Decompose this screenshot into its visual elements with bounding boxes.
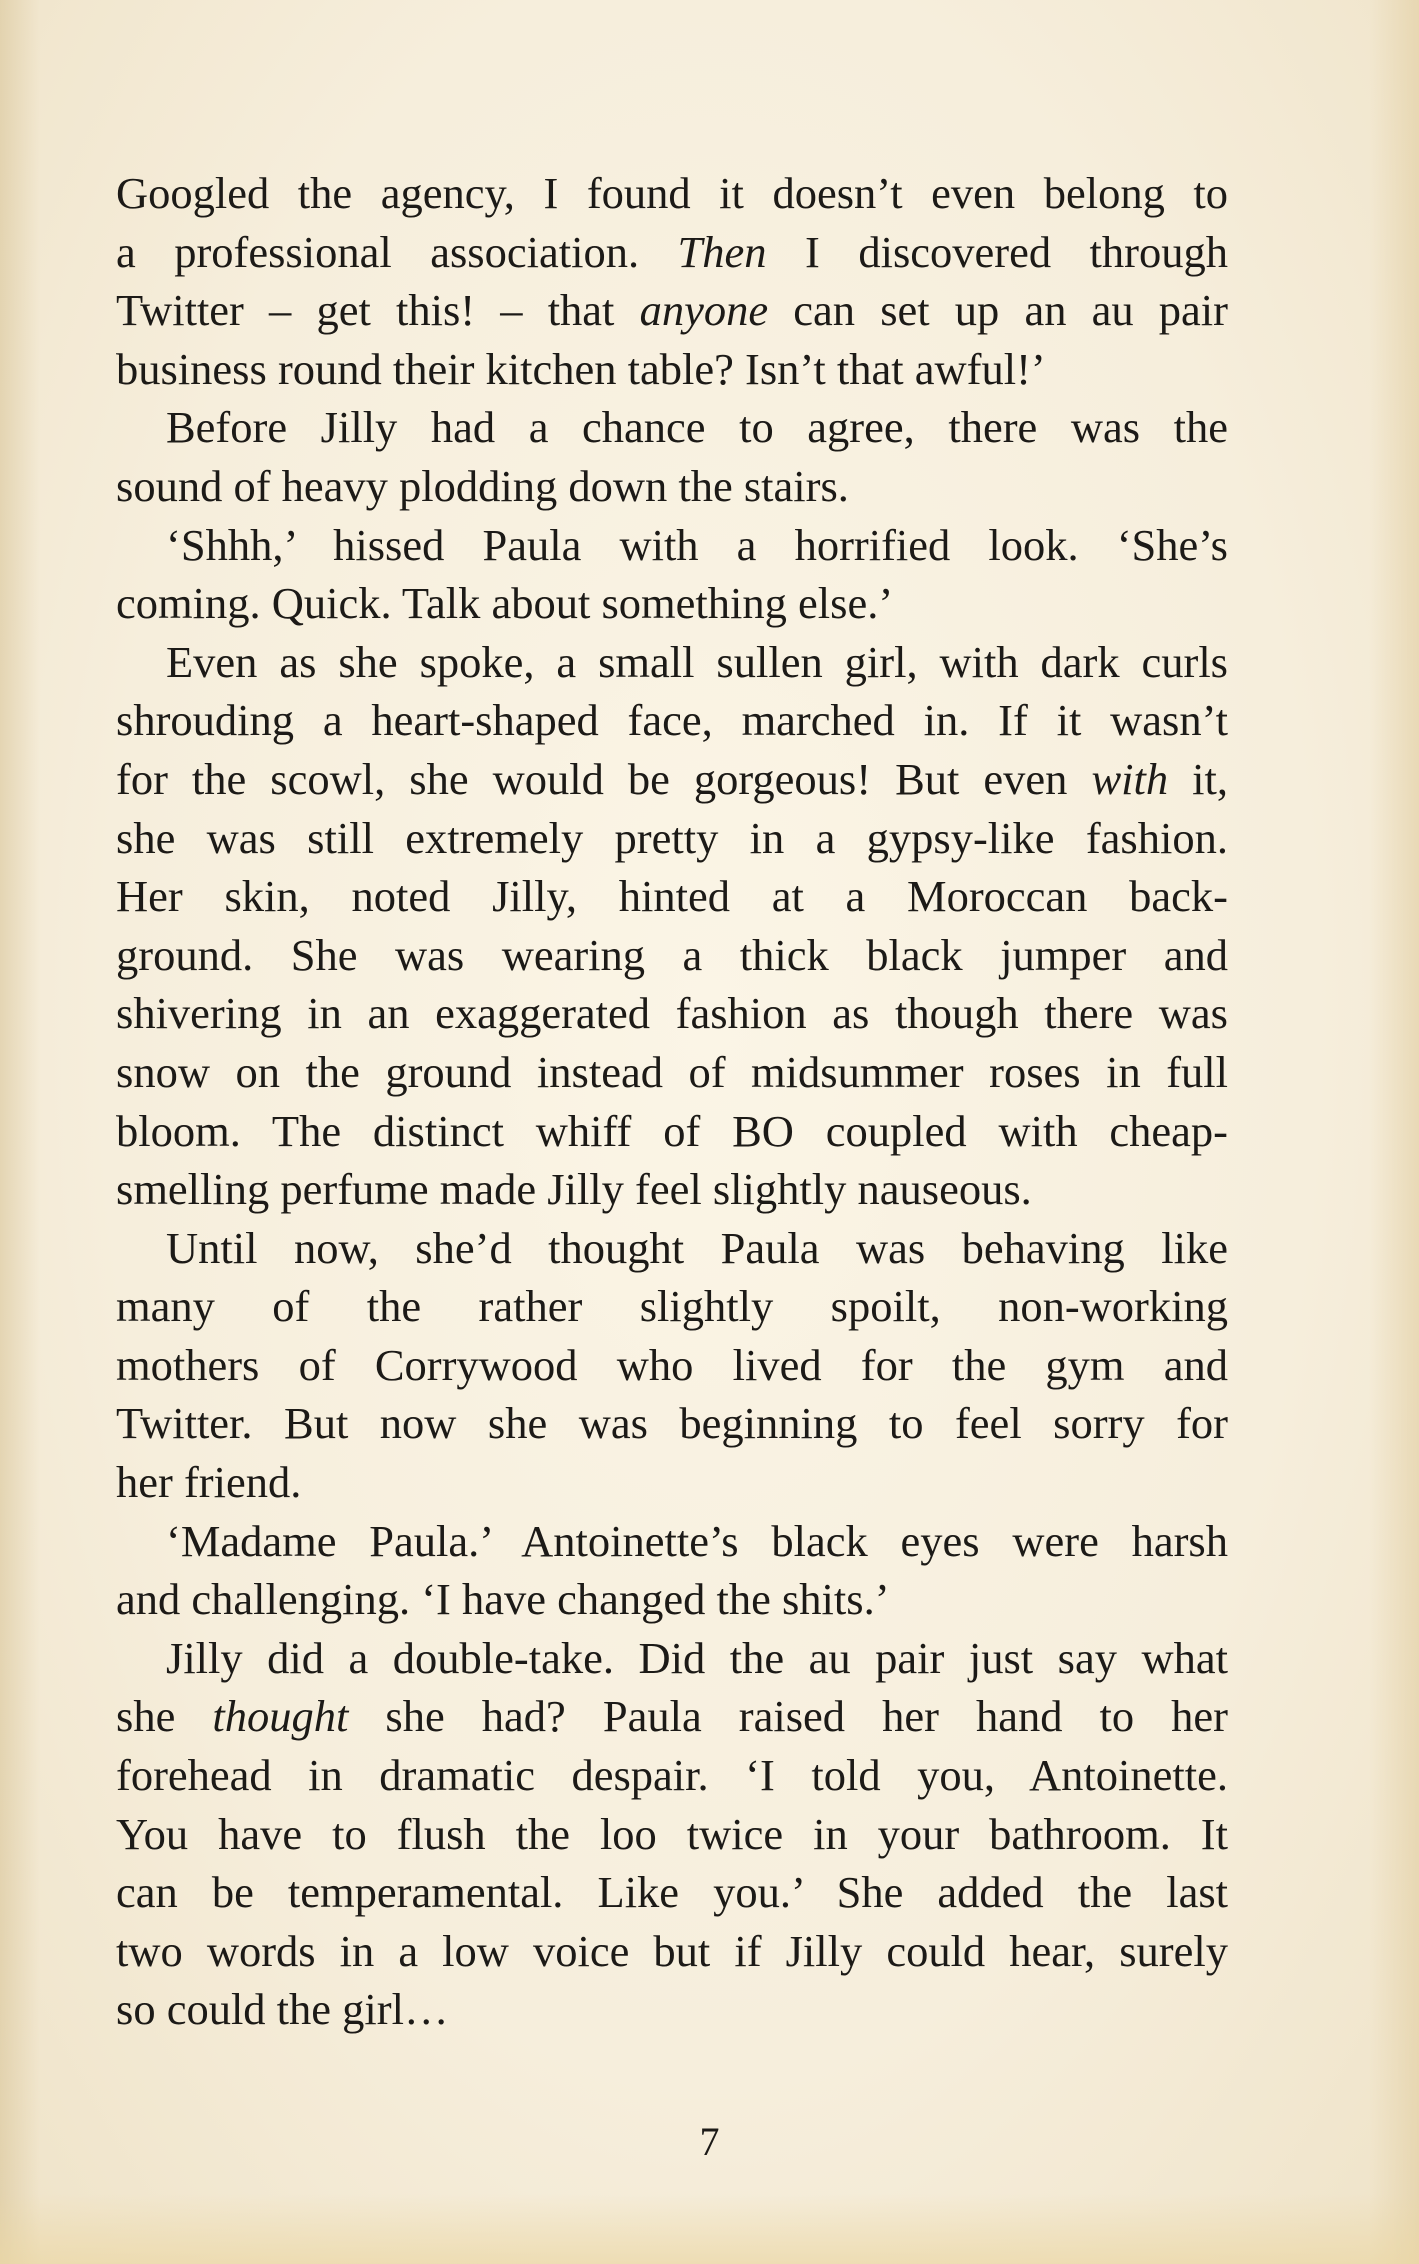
text-line [116, 1512, 1228, 1571]
text-line [116, 1160, 1228, 1219]
body-text [116, 164, 1228, 2039]
text-line [116, 281, 1228, 340]
page-number: 7 [699, 2119, 720, 2164]
text-run: Until now, she’d thought Paula was behaving like [166, 1222, 1228, 1273]
text-run: coming. Quick. Talk about something else.’ [116, 578, 894, 629]
text-run: Even as she spoke, a small sullen girl, with dark curls [166, 636, 1228, 687]
text-line [116, 1336, 1228, 1395]
text-line [116, 926, 1228, 985]
text-run: shivering in an exaggerated fashion as though there was [116, 988, 1228, 1039]
text-line [116, 1277, 1228, 1336]
text-line [116, 223, 1228, 282]
text-line [116, 164, 1228, 223]
text-line [116, 340, 1228, 399]
text-run: can be temperamental. Like you.’ She added the last [116, 1867, 1228, 1918]
text-line [116, 867, 1228, 926]
text-line [116, 633, 1228, 692]
text-run: Twitter – get this! – that [116, 285, 640, 336]
text-line [116, 1863, 1228, 1922]
text-line [116, 1922, 1228, 1981]
text-run: forehead in dramatic despair. ‘I told you, Antoinette. [116, 1750, 1228, 1801]
text-run: You have to flush the loo twice in your bathroom. It [116, 1808, 1228, 1859]
text-run: Jilly did a double-take. Did the au pair just say what [166, 1632, 1228, 1683]
text-line [116, 1570, 1228, 1629]
text-line [116, 809, 1228, 868]
text-run: Her skin, noted Jilly, hinted at a Moroccan back- [116, 871, 1228, 922]
text-line [116, 1043, 1228, 1102]
text-line [116, 691, 1228, 750]
italic-text: with [1091, 753, 1169, 804]
text-run: can set up an au pair [768, 285, 1228, 336]
text-line [116, 1687, 1228, 1746]
text-line [116, 457, 1228, 516]
text-run: sound of heavy plodding down the stairs. [116, 460, 849, 511]
text-line [116, 1746, 1228, 1805]
text-line [116, 1805, 1228, 1864]
text-run: snow on the ground instead of midsummer roses in full [116, 1046, 1228, 1097]
text-line [116, 574, 1228, 633]
text-line [116, 516, 1228, 575]
text-run: mothers of Corrywood who lived for the gym and [116, 1339, 1228, 1390]
text-run: so could the girl… [116, 1984, 449, 2035]
text-run: she was still extremely pretty in a gypsy-like fashion. [116, 812, 1228, 863]
text-run: ground. She was wearing a thick black jumper and [116, 929, 1228, 980]
text-run: I discovered through [766, 226, 1228, 277]
text-line [116, 1980, 1228, 2039]
text-run: two words in a low voice but if Jilly could hear, surely [116, 1925, 1228, 1976]
text-run: Twitter. But now she was beginning to feel sorry for [116, 1398, 1228, 1449]
text-run: she [116, 1691, 213, 1742]
text-run: Before Jilly had a chance to agree, there was the [166, 402, 1228, 453]
text-run: ‘Shhh,’ hissed Paula with a horrified look. ‘She’s [166, 519, 1228, 570]
text-run: she had? Paula raised her hand to her [348, 1691, 1228, 1742]
text-run: business round their kitchen table? Isn’t that awful!’ [116, 343, 1046, 394]
text-line [116, 1629, 1228, 1688]
text-line [116, 1102, 1228, 1161]
page-shadow-right [1369, 0, 1419, 2264]
text-line [116, 750, 1228, 809]
italic-text: anyone [639, 285, 769, 336]
text-run: many of the rather slightly spoilt, non-working [116, 1281, 1228, 1332]
text-line [116, 1453, 1228, 1512]
text-run: ‘Madame Paula.’ Antoinette’s black eyes were harsh [166, 1515, 1228, 1566]
text-run: and challenging. ‘I have changed the shits.’ [116, 1574, 890, 1625]
text-line [116, 1219, 1228, 1278]
text-run: shrouding a heart-shaped face, marched in. If it wasn’t [116, 695, 1228, 746]
text-line [116, 984, 1228, 1043]
text-run: Googled the agency, I found it doesn’t even belong to [116, 168, 1228, 218]
text-run: for the scowl, she would be gorgeous! But even [116, 753, 1092, 804]
text-run: bloom. The distinct whiff of BO coupled with cheap- [116, 1105, 1228, 1156]
page-shadow-left [0, 0, 40, 2264]
italic-text: Then [677, 226, 767, 277]
text-run: it, [1168, 753, 1229, 804]
text-line [116, 398, 1228, 457]
italic-text: thought [212, 1691, 349, 1742]
text-run: her friend. [116, 1457, 302, 1508]
text-line [116, 1394, 1228, 1453]
text-run: smelling perfume made Jilly feel slightly nauseous. [116, 1164, 1032, 1215]
text-run: a professional association. [116, 226, 678, 277]
page-shadow-bottom [0, 2194, 1419, 2264]
